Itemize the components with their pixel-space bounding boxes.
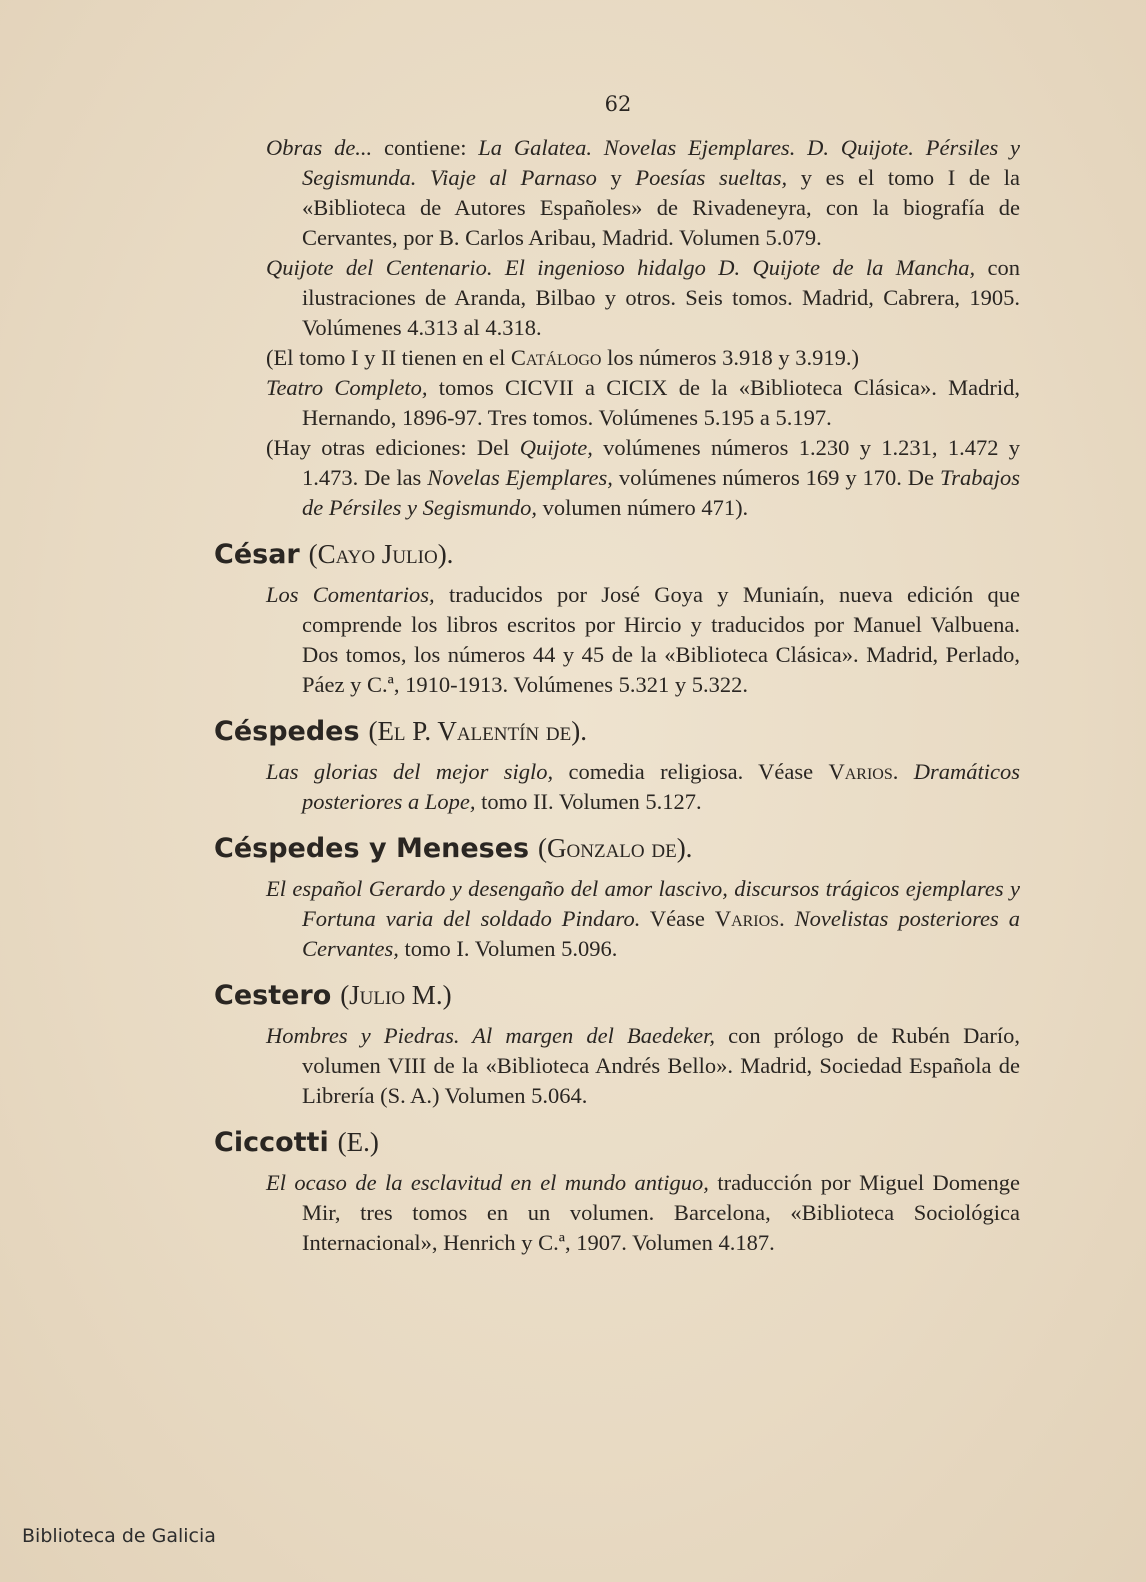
entry-title: Los Comentarios, — [266, 582, 435, 607]
entry-text: Véase — [640, 906, 715, 931]
entry-title: Quijote del Centenario. El ingenioso hidalgo D. Quijote de la Mancha, — [266, 255, 976, 280]
entry-text: (Hay otras ediciones: Del — [266, 435, 520, 460]
author-name: Ciccotti — [214, 1127, 329, 1158]
author-heading-cespedes-meneses — [214, 831, 1020, 866]
entry-title: El ocaso de la esclavitud en el mundo antiguo, — [266, 1170, 709, 1195]
entry-note-catalogo — [214, 343, 1020, 373]
entry-text: tomos CICVII a CICIX de la «Biblioteca Clásica». Madrid, Hernando, 1896-97. Tres tomos. Volúmenes 5.195 a 5.197. — [302, 375, 1020, 430]
entry-ciccotti — [214, 1168, 1020, 1258]
entry-text: (El tomo I y II tienen en el — [266, 345, 511, 370]
entry-otras-ediciones — [214, 433, 1020, 523]
entry-text: los números 3.918 y 3.919.) — [601, 345, 859, 370]
author-detail: (Cayo Julio). — [308, 539, 454, 569]
entry-text: traducidos por José Goya y Muniaín, nueva edición que comprende los libros escritos por Hircio y traducidos por Manuel Valbuena. Dos tomos, los números 44 y 45 de la «Biblioteca Clásica». Madrid, Perlado, Páez y C.ª, 1910-1913. Volúmenes 5.321 y 5.322. — [302, 582, 1020, 697]
entry-title: La Galatea. Novelas Ejemplares. D. Quijote. Pérsiles y Segismunda. Viaje al Parnaso — [302, 135, 1020, 190]
author-heading-ciccotti — [214, 1125, 1020, 1160]
entry-text: contiene: — [372, 135, 479, 160]
entry-title: Hombres y Piedras. Al margen del Baedeker, — [266, 1023, 716, 1048]
entry-title: Dramáticos posteriores a Lope, — [302, 759, 1021, 814]
entry-cesar — [214, 580, 1020, 700]
author-detail: (El P. Valentín de). — [368, 716, 587, 746]
catalog-content — [214, 133, 1020, 1258]
entry-title: Trabajos de Pérsiles y Segismundo, — [302, 465, 1020, 520]
entry-text: y es el tomo I de la «Biblioteca de Autores Españoles» de Rivadeneyra, con la biografía de Cervantes, por B. Carlos Aribau, Madrid. Volumen 5.079. — [302, 165, 1021, 250]
entry-title: Novelistas posteriores a Cervantes, — [302, 906, 1020, 961]
entry-title: Teatro Completo, — [266, 375, 428, 400]
entry-text: con prólogo de Rubén Darío, volumen VIII de la «Biblioteca Andrés Bello». Madrid, Sociedad Española de Librería (S. A.) Volumen 5.064. — [302, 1023, 1020, 1108]
entry-smallcaps: Varios. — [714, 906, 785, 931]
author-heading-cespedes — [214, 714, 1020, 749]
entry-obras — [214, 133, 1020, 253]
entry-teatro-completo — [214, 373, 1020, 433]
entry-text: volúmenes números 1.230 y 1.231, 1.472 y 1.473. De las — [302, 435, 1021, 490]
entry-text: y — [596, 165, 636, 190]
entry-text: volumen número 471). — [536, 495, 749, 520]
entry-text: traducción por Miguel Domenge Mir, tres tomos en un volumen. Barcelona, «Biblioteca Sociológica Internacional», Henrich y C.ª, 1907. Volumen 4.187. — [302, 1170, 1020, 1255]
author-name: Céspedes y Meneses — [214, 833, 530, 864]
library-watermark: Biblioteca de Galicia — [22, 1525, 216, 1547]
author-name: Cestero — [214, 980, 332, 1011]
entry-title: Novelas Ejemplares, — [427, 465, 613, 490]
entry-title: El español Gerardo y desengaño del amor lascivo, discursos trágicos ejemplares y Fortuna varia del soldado Pindaro. — [266, 876, 1020, 931]
author-detail: (Julio M.) — [340, 980, 452, 1010]
entry-text: tomo I. Volumen 5.096. — [398, 936, 618, 961]
author-name: César — [214, 539, 300, 570]
entry-smallcaps: Varios. — [828, 759, 899, 784]
entry-cespedes-meneses — [214, 874, 1020, 964]
author-detail: (Gonzalo de). — [538, 833, 693, 863]
author-name: Céspedes — [214, 716, 360, 747]
entry-cespedes — [214, 757, 1020, 817]
author-heading-cestero — [214, 978, 1020, 1013]
entry-title: Las glorias del mejor siglo, — [266, 759, 554, 784]
entry-title: Poesías sueltas, — [635, 165, 788, 190]
entry-text: volúmenes números 169 y 170. De — [612, 465, 940, 490]
entry-smallcaps: Catálogo — [510, 345, 602, 370]
entry-text: tomo II. Volumen 5.127. — [475, 789, 702, 814]
author-detail: (E.) — [337, 1127, 379, 1157]
entry-quijote-centenario — [214, 253, 1020, 343]
entry-text: con ilustraciones de Aranda, Bilbao y otros. Seis tomos. Madrid, Cabrera, 1905. Volúmenes 4.313 al 4.318. — [302, 255, 1020, 340]
page-number: 62 — [604, 92, 632, 116]
author-heading-cesar — [214, 537, 1020, 572]
entry-title: Quijote, — [519, 435, 593, 460]
entry-title: Obras de... — [266, 135, 373, 160]
entry-text: comedia religiosa. Véase — [553, 759, 829, 784]
entry-cestero — [214, 1021, 1020, 1111]
